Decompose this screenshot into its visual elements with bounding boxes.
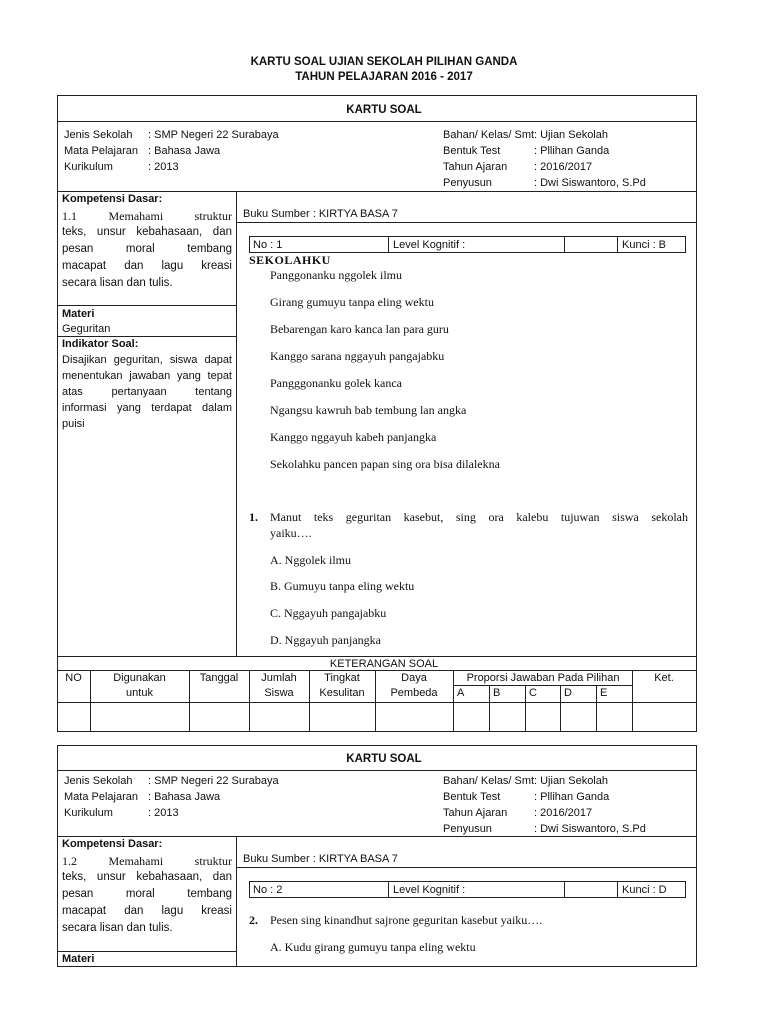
info-label: Kurikulum <box>64 807 113 819</box>
kompetensi-dasar-line: macapat dan lagu kreasi <box>62 260 232 272</box>
poem-line: Kanggo sarana nggayuh pangajabku <box>270 349 445 363</box>
question-text: Manut teks geguritan kasebut, sing ora kalebu tujuwan siswa sekolah <box>270 510 688 524</box>
kompetensi-dasar-line: pesan moral tembang <box>62 243 232 255</box>
answer-option: D. Nggayuh panjangka <box>270 633 381 647</box>
kompetensi-dasar-label: Kompetensi Dasar: <box>62 193 163 205</box>
col-ket: Ket. <box>654 672 674 684</box>
info-label: Tahun Ajaran <box>443 161 508 173</box>
col-option-d: D <box>564 687 572 699</box>
col-option-c: C <box>529 687 537 699</box>
poem-line: Panggonanku nggolek ilmu <box>270 268 402 282</box>
materi-value: Geguritan <box>62 323 111 335</box>
kompetensi-dasar-line: pesan moral tembang <box>62 888 232 900</box>
col-option-b: B <box>493 687 501 699</box>
col-digunakan: untuk <box>126 687 153 699</box>
info-value: : 2013 <box>148 807 179 819</box>
col-tanggal: Tanggal <box>199 672 239 684</box>
question-text: Pesen sing kinandhut sajrone geguritan kasebut yaiku…. <box>270 913 543 927</box>
indikator-line: menentukan jawaban yang tepat <box>62 370 232 382</box>
info-label: Bentuk Test <box>443 791 501 803</box>
indikator-line: atas pertanyaan tentang <box>62 386 232 398</box>
level-kognitif: Level Kognitif : <box>393 884 466 896</box>
col-daya-pembeda: Pembeda <box>390 687 438 699</box>
info-value: : 2016/2017 <box>534 807 593 819</box>
info-label: Kurikulum <box>64 161 113 173</box>
answer-option: A. Nggolek ilmu <box>270 553 351 567</box>
document-title: KARTU SOAL UJIAN SEKOLAH PILIHAN GANDA <box>250 56 518 68</box>
info-label: Jenis Sekolah <box>64 129 133 141</box>
info-value: : Pllihan Ganda <box>534 145 610 157</box>
col-digunakan: Digunakan <box>113 672 166 684</box>
col-option-e: E <box>600 687 608 699</box>
info-label: Bentuk Test <box>443 145 501 157</box>
col-no: NO <box>65 672 82 684</box>
indikator-line: Disajikan geguritan, siswa dapat <box>62 354 232 366</box>
indikator-line: puisi <box>62 418 85 430</box>
info-label: Tahun Ajaran <box>443 807 508 819</box>
keterangan-heading: KETERANGAN SOAL <box>329 658 439 670</box>
answer-option: B. Gumuyu tanpa eling wektu <box>270 579 415 593</box>
info-label: Penyusun <box>443 823 492 835</box>
info-value: : Ujian Sekolah <box>534 129 608 141</box>
col-jumlah-siswa: Siswa <box>264 687 294 699</box>
col-option-a: A <box>457 687 465 699</box>
kompetensi-dasar-line: secara lisan dan tulis. <box>62 277 173 289</box>
question-number: 2. <box>249 913 258 927</box>
col-tingkat-kesulitan: Kesulitan <box>319 687 365 699</box>
col-jumlah-siswa: Jumlah <box>261 672 297 684</box>
nomor-soal: No : 2 <box>253 884 283 896</box>
poem-line: Bebarengan karo kanca lan para guru <box>270 322 449 336</box>
card-heading: KARTU SOAL <box>346 753 422 765</box>
indikator-label: Indikator Soal: <box>62 338 139 350</box>
info-value: : SMP Negeri 22 Surabaya <box>148 129 279 141</box>
answer-option: C. Nggayuh pangajabku <box>270 606 387 620</box>
kunci-jawaban: Kunci : B <box>622 239 667 251</box>
materi-label: Materi <box>62 308 95 320</box>
info-value: : Dwi Siswantoro, S.Pd <box>534 177 646 189</box>
info-value: : 2013 <box>148 161 179 173</box>
poem-line: Ngangsu kawruh bab tembung lan angka <box>270 403 467 417</box>
info-label: Penyusun <box>443 177 492 189</box>
poem-line: Pangggonanku golek kanca <box>270 376 402 390</box>
info-label: Jenis Sekolah <box>64 775 133 787</box>
info-value: : Ujian Sekolah <box>534 775 608 787</box>
level-kognitif: Level Kognitif : <box>393 239 466 251</box>
col-daya-pembeda: Daya <box>401 672 427 684</box>
poem-line: Girang gumuyu tanpa eling wektu <box>270 295 434 309</box>
info-value: : Pllihan Ganda <box>534 791 610 803</box>
materi-label: Materi <box>62 953 95 965</box>
indikator-line: informasi yang terdapat dalam <box>62 402 232 414</box>
info-value: : Dwi Siswantoro, S.Pd <box>534 823 646 835</box>
kompetensi-dasar-line: macapat dan lagu kreasi <box>62 905 232 917</box>
info-label: Bahan/ Kelas/ Smt <box>443 129 535 141</box>
info-label: Mata Pelajaran <box>64 145 138 157</box>
info-label: Bahan/ Kelas/ Smt <box>443 775 535 787</box>
kompetensi-dasar-line: 1.1 Memahami struktur <box>62 209 232 223</box>
info-label: Mata Pelajaran <box>64 791 138 803</box>
document-subtitle: TAHUN PELAJARAN 2016 - 2017 <box>295 71 473 83</box>
answer-option: A. Kudu girang gumuyu tanpa eling wektu <box>270 940 476 954</box>
buku-sumber: Buku Sumber : KIRTYA BASA 7 <box>243 208 398 220</box>
col-tingkat-kesulitan: Tingkat <box>324 672 360 684</box>
poem-line: Kanggo nggayuh kabeh panjangka <box>270 430 437 444</box>
question-number: 1. <box>249 510 258 524</box>
kompetensi-dasar-line: secara lisan dan tulis. <box>62 922 173 934</box>
kompetensi-dasar-line: 1.2 Memahami struktur <box>62 854 232 868</box>
kompetensi-dasar-line: teks, unsur kebahasaan, dan <box>62 226 232 238</box>
kunci-jawaban: Kunci : D <box>622 884 667 896</box>
poem-line: Sekolahku pancen papan sing ora bisa dilalekna <box>270 457 500 471</box>
info-value: : 2016/2017 <box>534 161 593 173</box>
question-text: yaiku…. <box>270 526 312 540</box>
buku-sumber: Buku Sumber : KIRTYA BASA 7 <box>243 853 398 865</box>
info-value: : Bahasa Jawa <box>148 791 221 803</box>
poem-title: SEKOLAHKU <box>249 253 331 267</box>
info-value: : Bahasa Jawa <box>148 145 221 157</box>
card-heading: KARTU SOAL <box>346 104 422 116</box>
kompetensi-dasar-label: Kompetensi Dasar: <box>62 838 163 850</box>
info-value: : SMP Negeri 22 Surabaya <box>148 775 279 787</box>
col-proporsi: Proporsi Jawaban Pada Pilihan <box>466 672 620 684</box>
kompetensi-dasar-line: teks, unsur kebahasaan, dan <box>62 871 232 883</box>
nomor-soal: No : 1 <box>253 239 283 251</box>
